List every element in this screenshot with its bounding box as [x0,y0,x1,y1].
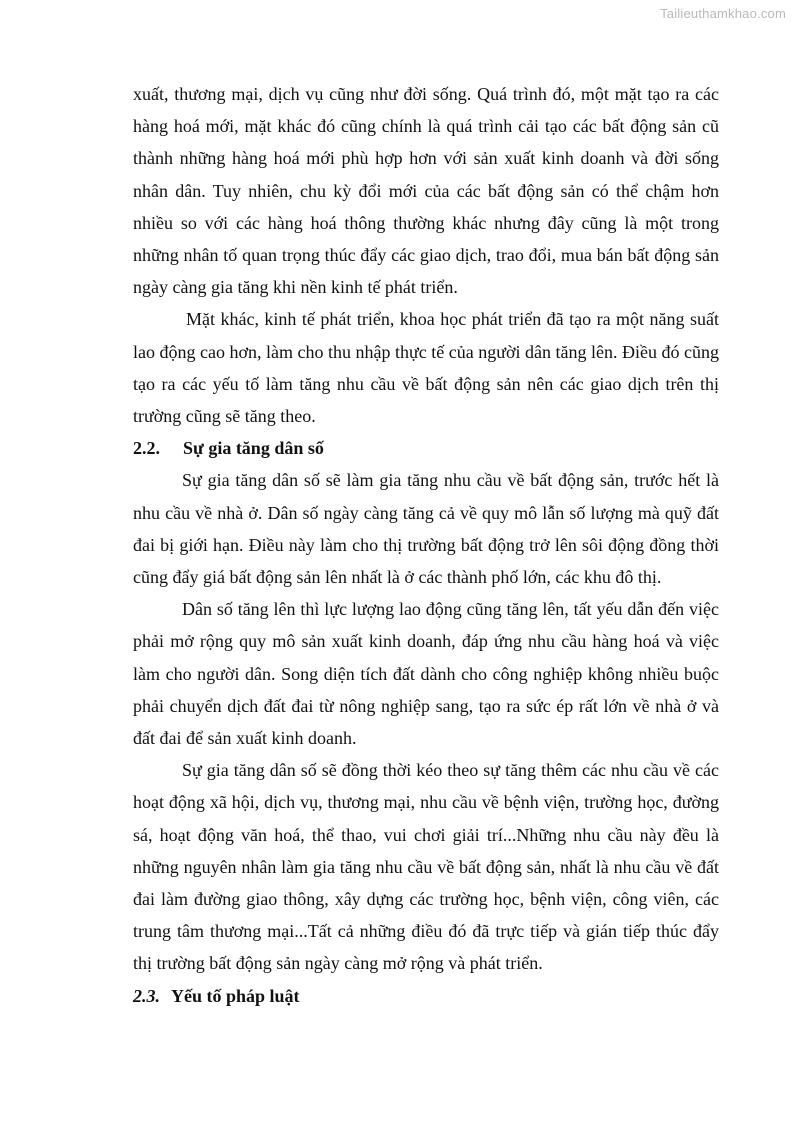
paragraph-continuation: xuất, thương mại, dịch vụ cũng như đời sống. Quá trình đó, một mặt tạo ra các hàng hoá mới, mặt khác đó cũng chính là quá trình cải tạo các bất động sản cũ thành những hàng hoá mới phù hợp hơn với sản xuất kinh doanh và đời sống nhân dân. Tuy nhiên, chu kỳ đổi mới của các bất động sản có thể chậm hơn nhiều so với các hàng hoá thông thường khác nhưng đây cũng là một trong những nhân tố quan trọng thúc đẩy các giao dịch, trao đổi, mua bán bất động sản ngày càng gia tăng khi nền kinh tế phát triển. [133,84,719,298]
section-number: 2.2. [133,438,160,459]
section-heading-2-3 [133,980,719,1012]
section-heading-2-2 [133,432,719,464]
document-page [133,78,719,1012]
paragraph-economy: Mặt khác, kinh tế phát triển, khoa học phát triển đã tạo ra một năng suất lao động cao hơn, làm cho thu nhập thực tế của người dân tăng lên. Điều đó cũng tạo ra các yếu tố làm tăng nhu cầu về bất động sản nên các giao dịch trên thị trường cũng sẽ tăng theo. [133,309,719,427]
watermark: Tailieuthamkhao.com [660,6,786,21]
section-number: 2.3. [133,985,160,1006]
section-title: Sự gia tăng dân số [183,438,324,459]
paragraph-population-3: Sự gia tăng dân số sẽ đồng thời kéo theo sự tăng thêm các nhu cầu về các hoạt động xã hội, dịch vụ, thương mại, nhu cầu về bệnh viện, trường học, đường sá, hoạt động văn hoá, thể thao, vui chơi giải trí...Những nhu cầu này đều là những nguyên nhân làm gia tăng nhu cầu về bất động sản, nhất là nhu cầu về đất đai làm đường giao thông, xây dựng các trường học, bệnh viện, công viên, các trung tâm thương mại...Tất cả những điều đó đã trực tiếp và gián tiếp thúc đẩy thị trường bất động sản ngày càng mở rộng và phát triển. [133,760,719,974]
section-title: Yếu tố pháp luật [171,985,300,1006]
paragraph-population-1: Sự gia tăng dân số sẽ làm gia tăng nhu cầu về bất động sản, trước hết là nhu cầu về nhà ở. Dân số ngày càng tăng cả về quy mô lẫn số lượng mà quỹ đất đai bị giới hạn. Điều này làm cho thị trường bất động trở lên sôi động đồng thời cũng đẩy giá bất động sản lên nhất là ở các thành phố lớn, các khu đô thị. [133,470,719,588]
paragraph-population-2: Dân số tăng lên thì lực lượng lao động cũng tăng lên, tất yếu dẫn đến việc phải mở rộng quy mô sản xuất kinh doanh, đáp ứng nhu cầu hàng hoá và việc làm cho người dân. Song diện tích đất dành cho công nghiệp không nhiều buộc phải chuyển dịch đất đai từ nông nghiệp sang, tạo ra sức ép rất lớn về nhà ở và đất đai để sản xuất kinh doanh. [133,599,719,749]
